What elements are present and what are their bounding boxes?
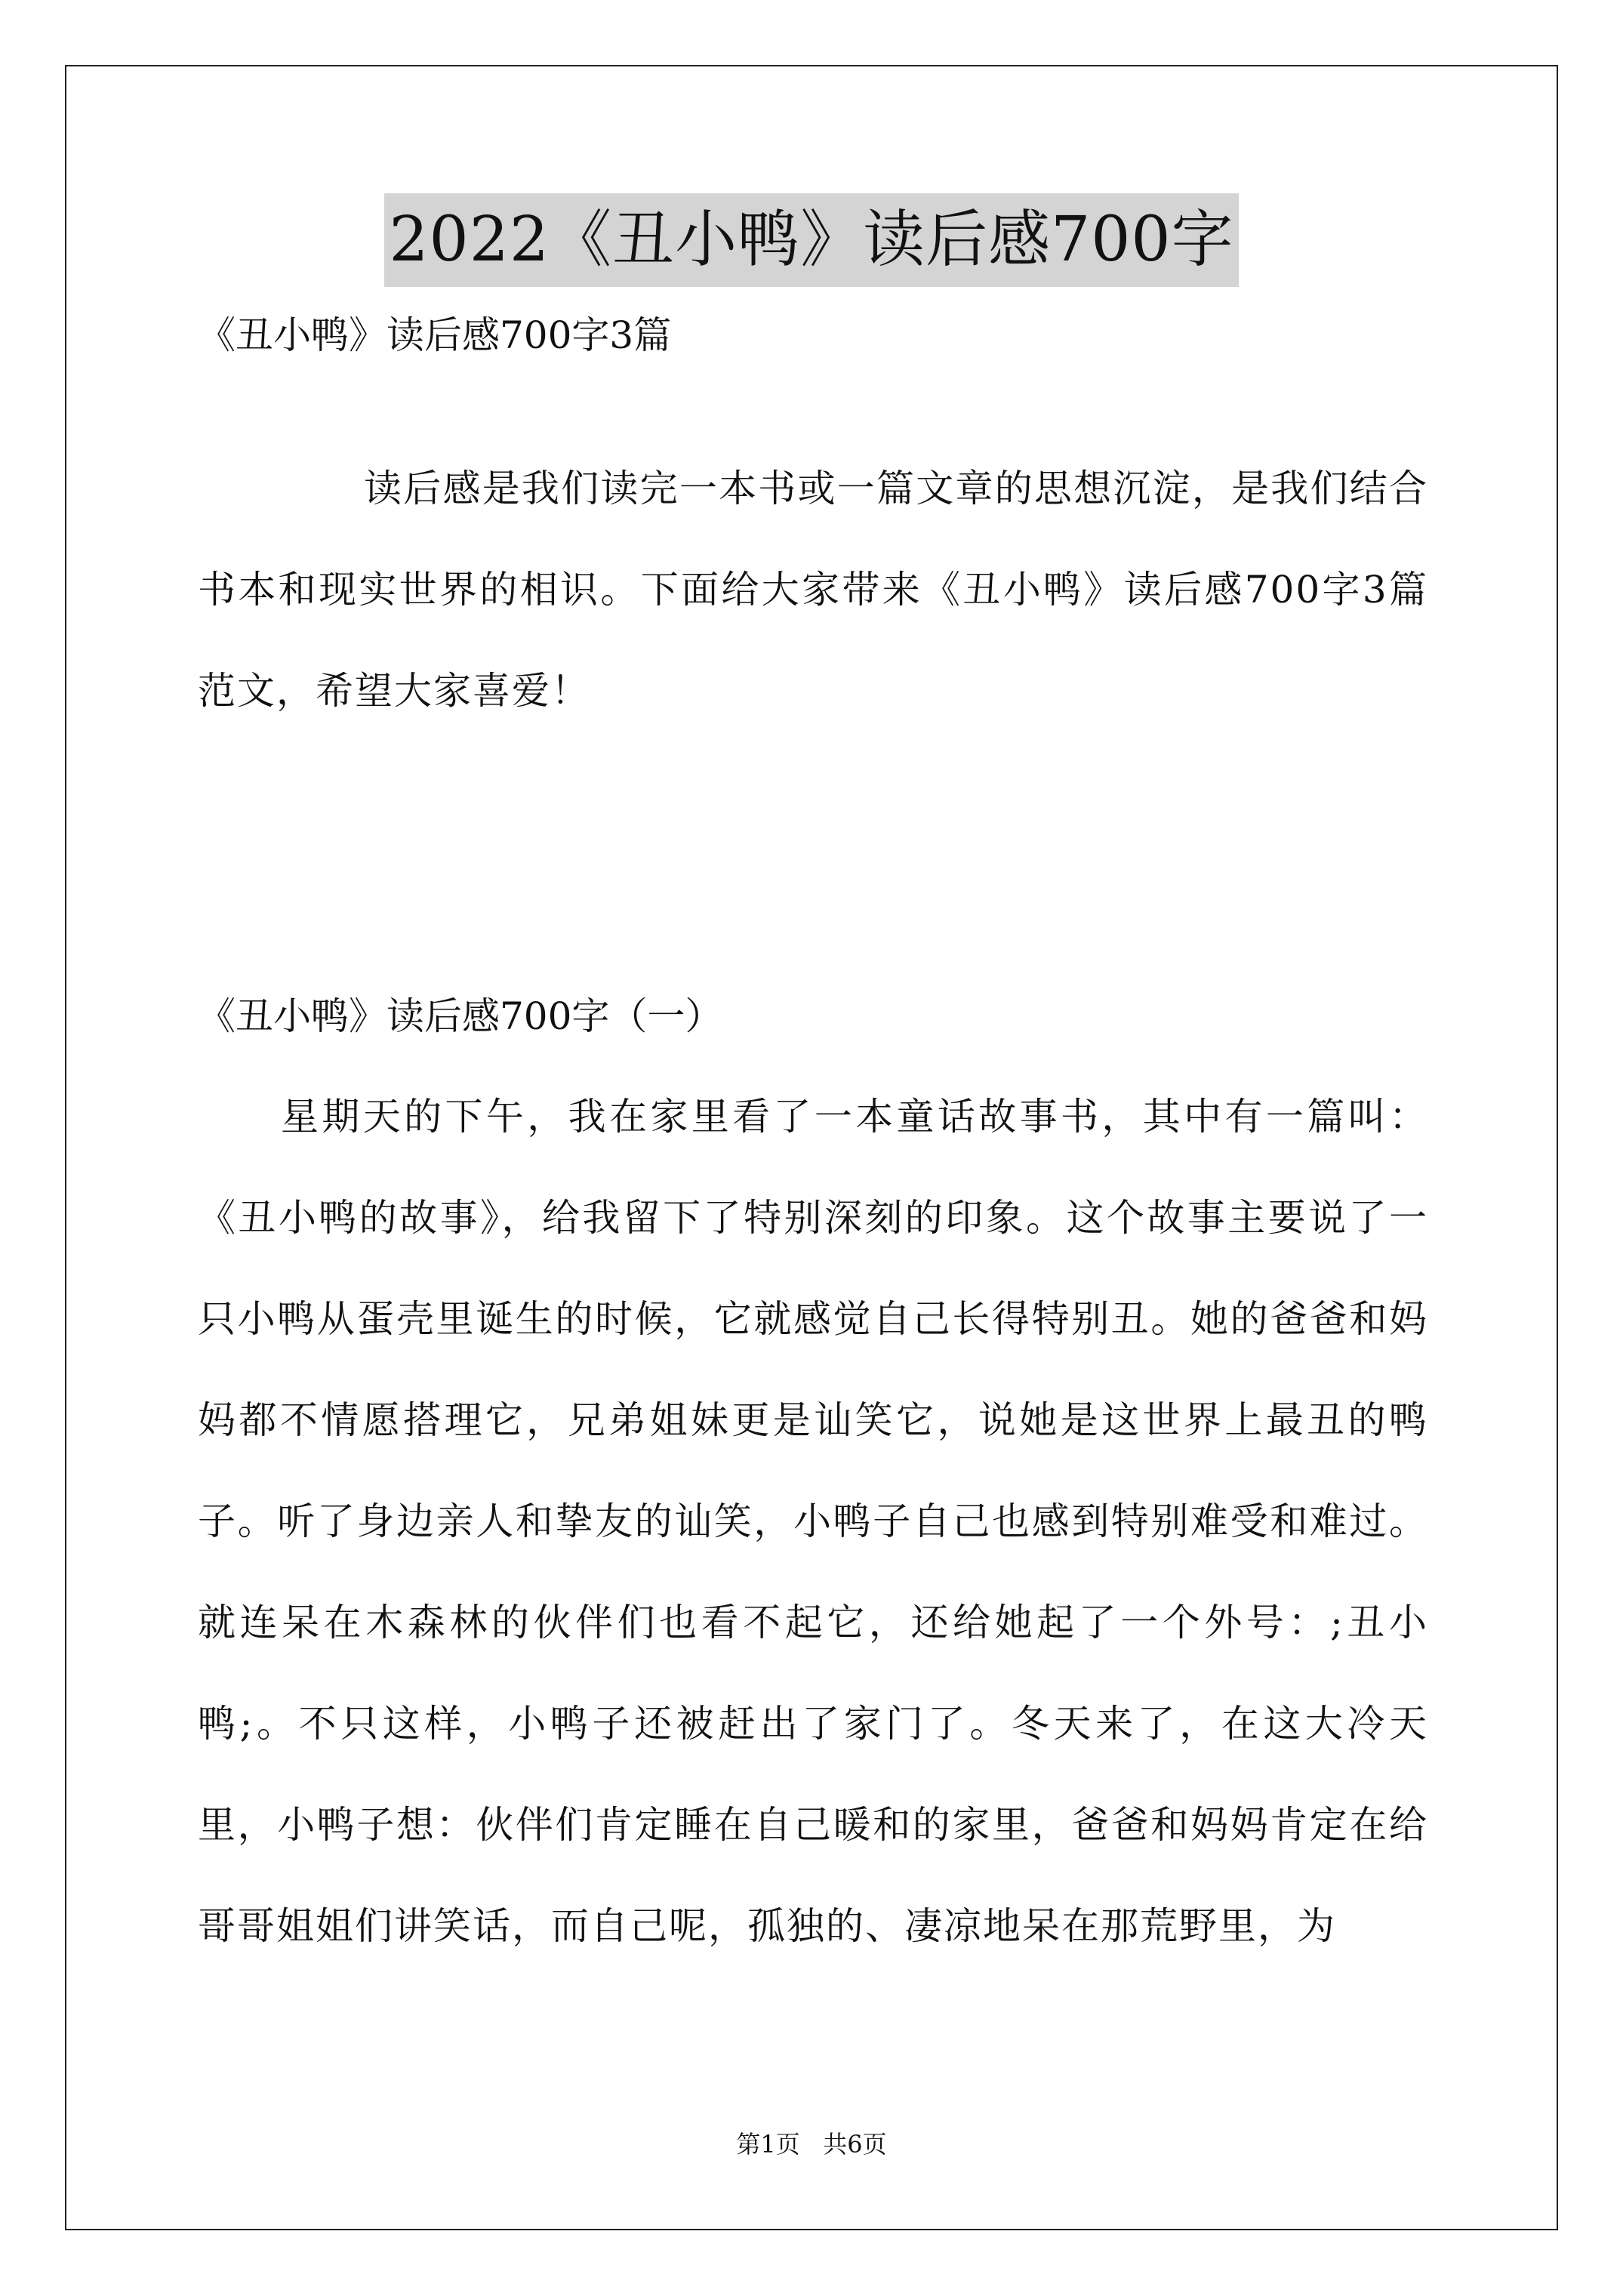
document-title: 2022《丑小鸭》读后感700字 [384,193,1238,287]
body-paragraph: 星期天的下午，我在家里看了一本童话故事书，其中有一篇叫：《丑小鸭的故事》，给我留下了特别深刻的印象。这个故事主要说了一只小鸭从蛋壳里诞生的时候，它就感觉自己长得特别丑。她的爸爸和妈妈都不情愿搭理它，兄弟姐妹更是讪笑它，说她是这世界上最丑的鸭子。听了身边亲人和挚友的讪笑，小鸭子自己也感到特别难受和难过。就连呆在木森林的伙伴们也看不起它，还给她起了一个外号：;丑小鸭;。不只这样，小鸭子还被赶出了家门了。冬天来了，在这大冷天里，小鸭子想：伙伴们肯定睡在自己暖和的家里，爸爸和妈妈肯定在给哥哥姐姐们讲笑话，而自己呢，孤独的、凄凉地呆在那荒野里，为 [198,1095,1428,1948]
document-subtitle: 《丑小鸭》读后感700字3篇 [198,313,672,357]
page-footer: 第1页 共6页 [736,2130,887,2159]
section-heading: 《丑小鸭》读后感700字（一） [198,994,723,1038]
intro-paragraph: 读后感是我们读完一本书或一篇文章的思想沉淀，是我们结合书本和现实世界的相识。下面给大家带来《丑小鸭》读后感700字3篇范文，希望大家喜爱！ [198,467,1428,713]
title-container [0,193,1623,287]
